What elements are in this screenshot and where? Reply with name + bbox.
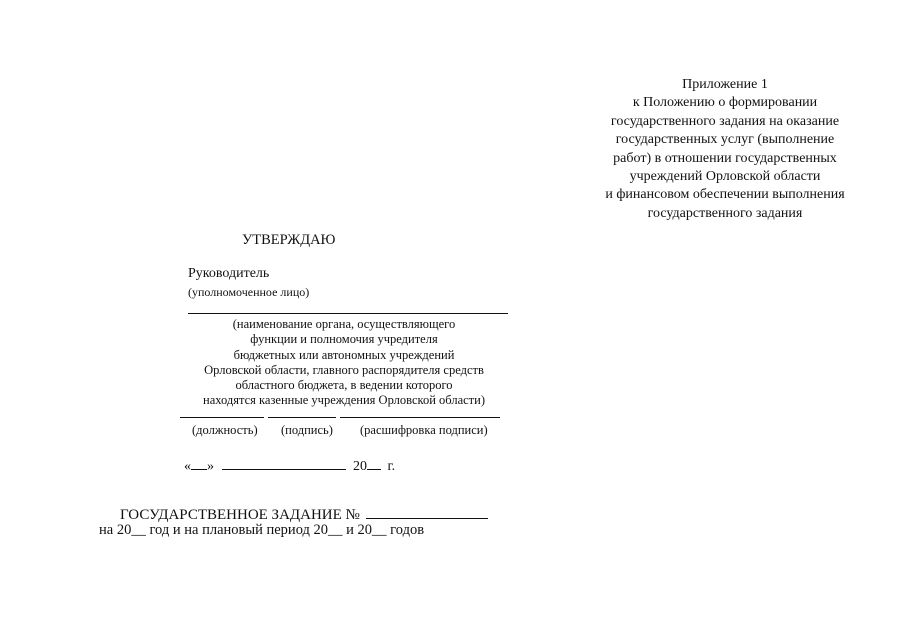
position-line xyxy=(180,417,264,418)
date-open-quote: « xyxy=(184,459,191,474)
org-line: (наименование органа, осуществляющего xyxy=(232,317,456,331)
appendix-line: государственных услуг (выполнение xyxy=(615,132,835,148)
appendix-line: к Положению о формировании xyxy=(632,95,818,111)
position-caption: (должность) xyxy=(192,423,258,437)
head-sublabel: (уполномоченное лицо) xyxy=(188,285,310,299)
document-title xyxy=(120,504,488,524)
date-close-quote: » xyxy=(207,459,214,474)
document-title-text: ГОСУДАРСТВЕННОЕ ЗАДАНИЕ № xyxy=(120,507,360,523)
signature-line xyxy=(268,417,336,418)
appendix-header xyxy=(560,76,890,223)
head-label: Руководитель xyxy=(188,266,270,281)
year-prefix: 20 xyxy=(353,459,367,474)
signature-caption: (подпись) xyxy=(281,423,333,437)
organization-description xyxy=(176,317,512,409)
organization-name-line xyxy=(188,313,508,314)
month-blank xyxy=(222,456,346,470)
appendix-line: учреждений Орловской области xyxy=(629,169,821,185)
appendix-line: и финансовом обеспечении выполнения xyxy=(605,187,845,203)
org-line: бюджетных или автономных учреждений xyxy=(233,347,455,362)
decoding-caption: (расшифровка подписи) xyxy=(360,423,488,437)
day-blank xyxy=(191,456,207,470)
document-subtitle: на 20__ год и на плановый период 20__ и 20__ годов xyxy=(99,522,425,538)
approval-title: УТВЕРЖДАЮ xyxy=(242,232,336,248)
appendix-line: государственного задания xyxy=(647,205,803,221)
year-suffix: г. xyxy=(387,459,396,474)
decoding-line xyxy=(340,417,500,418)
org-line: функции и полномочия учредителя xyxy=(250,332,438,347)
year-blank xyxy=(367,456,381,470)
appendix-line: государственного задания на оказание xyxy=(610,113,840,129)
appendix-line: работ) в отношении государственных xyxy=(613,150,837,166)
org-line: областного бюджета, в ведении которого xyxy=(235,378,453,393)
approval-date xyxy=(184,456,395,475)
org-line: Орловской области, главного распорядителя средств xyxy=(204,362,484,377)
org-line: находятся казенные учреждения Орловской области) xyxy=(203,393,485,408)
appendix-line: Приложение 1 xyxy=(682,77,768,92)
document-number-blank xyxy=(366,504,488,519)
